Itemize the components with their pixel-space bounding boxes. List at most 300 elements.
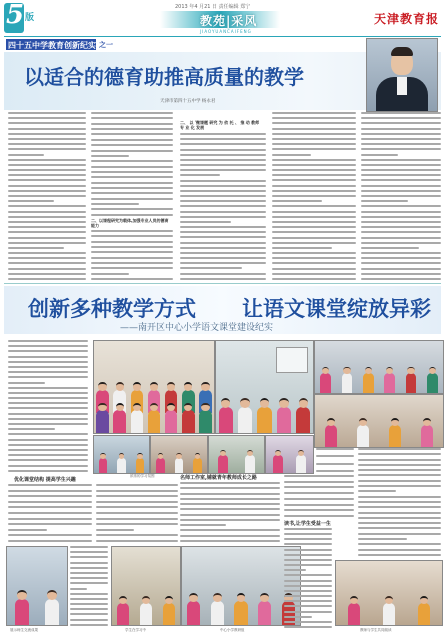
text-line: [8, 159, 86, 161]
text-line: [8, 428, 55, 430]
text-line: [358, 517, 441, 519]
text-line: [180, 498, 280, 500]
article2-headline-right: 让语文课堂绽放异彩: [242, 297, 431, 321]
text-line: [96, 523, 178, 525]
text-line: [70, 572, 108, 574]
person-head: [343, 367, 350, 374]
person-body: [182, 410, 195, 433]
text-line: [8, 221, 86, 223]
text-line: [272, 112, 356, 114]
person-body: [140, 603, 152, 625]
dateline: 2013 年4 月21 日 责任编辑 郑宁: [175, 4, 251, 10]
text-line: [8, 278, 86, 280]
text-line: [272, 143, 356, 145]
article-divider: [4, 283, 441, 284]
text-line: [180, 133, 266, 135]
text-line: [96, 529, 134, 531]
text-line: [8, 190, 86, 192]
text-line: [361, 133, 441, 135]
text-line: [272, 226, 356, 228]
page-suffix: 版: [25, 13, 35, 23]
text-line: [358, 496, 441, 498]
text-line: [70, 556, 108, 558]
text-line: [8, 252, 86, 254]
text-line: [91, 160, 173, 162]
text-line: [272, 278, 356, 280]
text-line: [8, 407, 88, 409]
text-line: [8, 423, 88, 425]
text-line: [180, 247, 266, 249]
person-body: [257, 407, 271, 433]
text-line: [358, 474, 441, 476]
text-line: [358, 485, 441, 487]
text-line: [284, 515, 354, 517]
bottom-photo-2: [111, 546, 181, 626]
person-head: [237, 593, 246, 602]
text-line: [361, 190, 441, 192]
text-line: [180, 164, 266, 166]
person-body: [342, 373, 353, 393]
text-line: [91, 267, 173, 269]
text-line: [272, 159, 356, 161]
text-line: [272, 257, 356, 259]
text-line: [70, 624, 108, 626]
person-body: [258, 601, 271, 625]
text-line: [361, 154, 398, 156]
text-line: [272, 154, 311, 156]
person-head: [260, 593, 269, 602]
text-line: [361, 262, 441, 264]
text-line: [180, 508, 280, 510]
text-line: [8, 449, 88, 451]
text-line: [70, 588, 87, 590]
text-line: [8, 169, 86, 171]
text-line: [180, 514, 280, 516]
text-line: [91, 241, 173, 243]
person-body: [389, 425, 401, 447]
text-line: [284, 504, 354, 506]
text-line: [358, 512, 441, 514]
text-line: [272, 164, 356, 166]
person-head: [407, 367, 414, 374]
text-line: [8, 148, 86, 150]
person-head: [133, 382, 141, 390]
article1-col-4: [272, 112, 356, 280]
text-line: [8, 484, 92, 486]
group-photo: [93, 340, 215, 434]
text-line: [284, 509, 354, 511]
text-line: [361, 174, 441, 176]
text-line: [91, 155, 129, 157]
text-line: [70, 613, 108, 615]
text-line: [358, 549, 441, 551]
small-photo-4: [265, 435, 314, 474]
small-photo-2: [150, 435, 208, 474]
text-line: [361, 247, 419, 249]
text-line: [358, 453, 441, 455]
text-line: [70, 608, 108, 610]
text-line: [180, 252, 266, 254]
text-line: [358, 538, 407, 540]
person-body: [165, 410, 178, 433]
person-body: [136, 458, 144, 473]
text-line: [180, 138, 266, 140]
series-label: 四十五中学教育创新纪实: [8, 41, 96, 50]
text-line: [96, 512, 178, 514]
person-body: [117, 458, 125, 473]
text-line: [284, 585, 332, 587]
text-line: [180, 242, 266, 244]
text-line: [8, 371, 88, 373]
text-line: [361, 143, 441, 145]
person-head: [359, 418, 367, 426]
text-line: [284, 554, 332, 556]
article2-col-4: [284, 475, 354, 517]
text-line: [8, 205, 86, 207]
text-line: [91, 112, 173, 114]
text-line: [8, 247, 64, 249]
person-body: [238, 407, 252, 433]
person-head: [260, 398, 270, 408]
text-line: [91, 171, 173, 173]
text-line: [284, 616, 312, 618]
text-line: [180, 205, 266, 207]
text-line: [91, 214, 173, 216]
text-line: [361, 200, 408, 202]
person-head: [385, 596, 393, 604]
person-head: [137, 453, 143, 459]
text-line: [8, 179, 86, 181]
text-line: [96, 495, 178, 497]
text-line: [284, 538, 332, 540]
text-line: [8, 387, 88, 389]
text-line: [284, 498, 354, 500]
text-line: [272, 138, 356, 140]
text-line: [272, 211, 356, 213]
text-line: [358, 448, 441, 450]
text-line: [361, 195, 441, 197]
text-line: [8, 465, 88, 467]
article2-col-right-top: [316, 448, 354, 472]
person-head: [195, 453, 201, 459]
text-line: [96, 540, 178, 542]
person-head: [158, 453, 164, 459]
person-body: [199, 410, 212, 433]
text-line: [180, 273, 266, 275]
section-title: 教苑|采风: [200, 14, 258, 28]
text-line: [8, 262, 86, 264]
text-line: [316, 470, 354, 472]
text-line: [361, 122, 441, 124]
person-head: [423, 418, 431, 426]
article2-col-4b: [284, 528, 332, 628]
text-line: [8, 444, 88, 446]
text-line: [361, 278, 441, 280]
text-line: [361, 164, 441, 166]
person-body: [211, 601, 224, 625]
text-line: [358, 522, 441, 524]
text-line: [70, 562, 108, 564]
text-line: [284, 475, 354, 477]
series-part: 之一: [99, 41, 113, 49]
text-line: [284, 492, 354, 494]
person-body: [421, 425, 433, 447]
person-body: [406, 373, 417, 393]
text-line: [272, 268, 356, 270]
bottom-photo-4: [335, 560, 443, 626]
text-line: [91, 278, 173, 280]
text-line: [358, 554, 441, 556]
text-line: [8, 512, 92, 514]
person-head: [184, 382, 192, 390]
text-line: [8, 366, 88, 368]
text-line: [361, 252, 441, 254]
text-line: [272, 237, 356, 239]
person-body: [418, 603, 430, 625]
text-line: [284, 621, 332, 623]
person-body: [320, 373, 331, 393]
text-line: [316, 463, 354, 465]
text-line: [180, 149, 266, 151]
portrait-photo: [366, 38, 438, 112]
article1-subhead-1: 二、以课程研究为载体,加强专业人员的德育能力: [91, 218, 169, 228]
text-line: [361, 211, 441, 213]
text-line: [8, 195, 86, 197]
text-line: [180, 200, 266, 202]
person-body: [296, 407, 310, 433]
text-line: [70, 582, 108, 584]
text-line: [91, 187, 173, 189]
text-line: [8, 122, 86, 124]
person-head: [17, 590, 27, 600]
masthead-rule: [4, 36, 441, 37]
article2-col-bottom-mid: [70, 546, 108, 626]
person-body: [15, 599, 29, 625]
text-line: [8, 211, 86, 213]
text-line: [91, 150, 173, 152]
text-line: [91, 246, 173, 248]
text-line: [70, 567, 108, 569]
text-line: [180, 257, 266, 259]
text-line: [8, 529, 47, 531]
text-line: [8, 117, 86, 119]
text-line: [358, 501, 441, 503]
text-line: [361, 128, 441, 130]
text-line: [180, 226, 266, 228]
person-body: [273, 455, 283, 473]
text-line: [91, 123, 173, 125]
text-line: [180, 535, 280, 537]
text-line: [8, 273, 86, 275]
text-line: [8, 257, 86, 259]
person-head: [299, 398, 309, 408]
text-line: [91, 203, 139, 205]
text-line: [8, 506, 92, 508]
text-line: [8, 174, 86, 176]
text-line: [284, 590, 332, 592]
text-line: [180, 169, 266, 171]
text-line: [91, 144, 173, 146]
text-line: [8, 490, 92, 492]
person-body: [384, 373, 395, 393]
text-line: [180, 211, 266, 213]
text-line: [8, 433, 88, 435]
person-body: [219, 407, 233, 433]
text-line: [8, 495, 92, 497]
text-line: [8, 540, 92, 542]
text-line: [8, 413, 88, 415]
person-body: [363, 373, 374, 393]
text-line: [284, 533, 332, 535]
text-line: [361, 257, 441, 259]
person-head: [429, 367, 436, 374]
text-line: [361, 273, 441, 275]
text-line: [91, 117, 173, 119]
text-line: [358, 527, 441, 529]
text-line: [91, 192, 173, 194]
person-body: [148, 410, 161, 433]
portrait-hair: [391, 47, 413, 56]
article1-headline: 以适合的德育助推高质量的教学: [24, 65, 304, 89]
text-line: [91, 262, 173, 264]
person-head: [327, 418, 335, 426]
text-line: [8, 376, 88, 378]
person-head: [189, 593, 198, 602]
person-body: [131, 410, 144, 433]
text-line: [8, 350, 88, 352]
text-line: [361, 205, 441, 207]
text-line: [361, 117, 441, 119]
text-line: [91, 251, 173, 253]
text-line: [8, 439, 88, 441]
person-body: [117, 603, 129, 625]
text-line: [70, 598, 108, 600]
text-line: [96, 484, 178, 486]
section-subtitle: JIAOYUANCAIFENG: [200, 29, 252, 34]
text-line: [358, 480, 441, 482]
text-line: [8, 418, 88, 420]
person-head: [213, 593, 222, 602]
text-line: [284, 564, 332, 566]
text-line: [272, 242, 356, 244]
text-line: [272, 117, 356, 119]
person-body: [163, 603, 175, 625]
text-line: [8, 518, 92, 520]
text-line: [8, 361, 88, 363]
text-line: [358, 490, 396, 492]
text-line: [180, 231, 266, 233]
text-line: [91, 176, 173, 178]
bottom-photo-3: [181, 546, 301, 626]
text-line: [272, 221, 356, 223]
person-body: [245, 455, 255, 473]
text-line: [361, 112, 441, 114]
person-body: [193, 458, 201, 473]
text-line: [180, 216, 266, 218]
text-line: [361, 268, 441, 270]
person-head: [221, 398, 231, 408]
person-body: [277, 407, 291, 433]
person-body: [296, 455, 306, 473]
portrait-shirt: [397, 77, 407, 95]
person-body: [325, 425, 337, 447]
article1-col-3: [180, 133, 266, 280]
text-line: [8, 164, 86, 166]
person-body: [187, 601, 200, 625]
text-line: [361, 169, 441, 171]
text-line: [70, 603, 108, 605]
text-line: [91, 128, 173, 130]
person-body: [383, 603, 395, 625]
text-line: [8, 133, 86, 135]
caption-3: 中心小学教研组: [220, 628, 245, 632]
text-line: [272, 174, 356, 176]
text-line: [284, 600, 332, 602]
text-line: [8, 185, 86, 187]
text-line: [358, 469, 441, 471]
article2-col-2: [96, 484, 178, 542]
text-line: [8, 200, 54, 202]
text-line: [358, 543, 441, 545]
text-line: [8, 216, 86, 218]
text-line: [358, 464, 441, 466]
text-line: [284, 486, 354, 488]
article1-col-1: [8, 112, 86, 280]
small-photo-1: [93, 435, 150, 474]
text-line: [8, 454, 88, 456]
text-line: [180, 185, 266, 187]
text-line: [8, 392, 88, 394]
text-line: [8, 242, 86, 244]
caption-group: 浓浓的学习氛围: [130, 474, 155, 478]
person-body: [218, 455, 228, 473]
text-line: [272, 179, 356, 181]
text-line: [70, 551, 108, 553]
text-line: [8, 128, 86, 130]
person-body: [234, 601, 247, 625]
text-line: [180, 159, 266, 161]
text-line: [91, 182, 173, 184]
text-line: [272, 262, 356, 264]
person-head: [116, 403, 124, 411]
text-line: [8, 345, 88, 347]
text-line: [284, 605, 332, 607]
person-head: [279, 398, 289, 408]
text-line: [96, 490, 178, 492]
text-line: [361, 179, 441, 181]
text-line: [180, 519, 280, 521]
text-line: [8, 138, 86, 140]
caption-4: 教师与学生共同阅读: [360, 628, 392, 632]
text-line: [180, 278, 266, 280]
text-line: [272, 252, 356, 254]
text-line: [180, 154, 266, 156]
person-body: [357, 425, 369, 447]
article1-col-2b: [91, 230, 173, 280]
small-photo-3: [208, 435, 265, 474]
text-line: [358, 533, 441, 535]
person-head: [391, 418, 399, 426]
article1-subhead-2: 二、 以 '微课题 研究 为 依 托 、 推 动 教师 专 业 化 发展: [180, 120, 260, 130]
person-head: [119, 453, 125, 459]
person-head: [98, 403, 106, 411]
text-line: [8, 470, 88, 472]
text-line: [284, 543, 332, 545]
text-line: [284, 528, 332, 530]
article2-subhead-1: 优化课堂结构 提高学生兴趣: [14, 477, 76, 483]
text-line: [272, 190, 356, 192]
person-head: [142, 596, 150, 604]
